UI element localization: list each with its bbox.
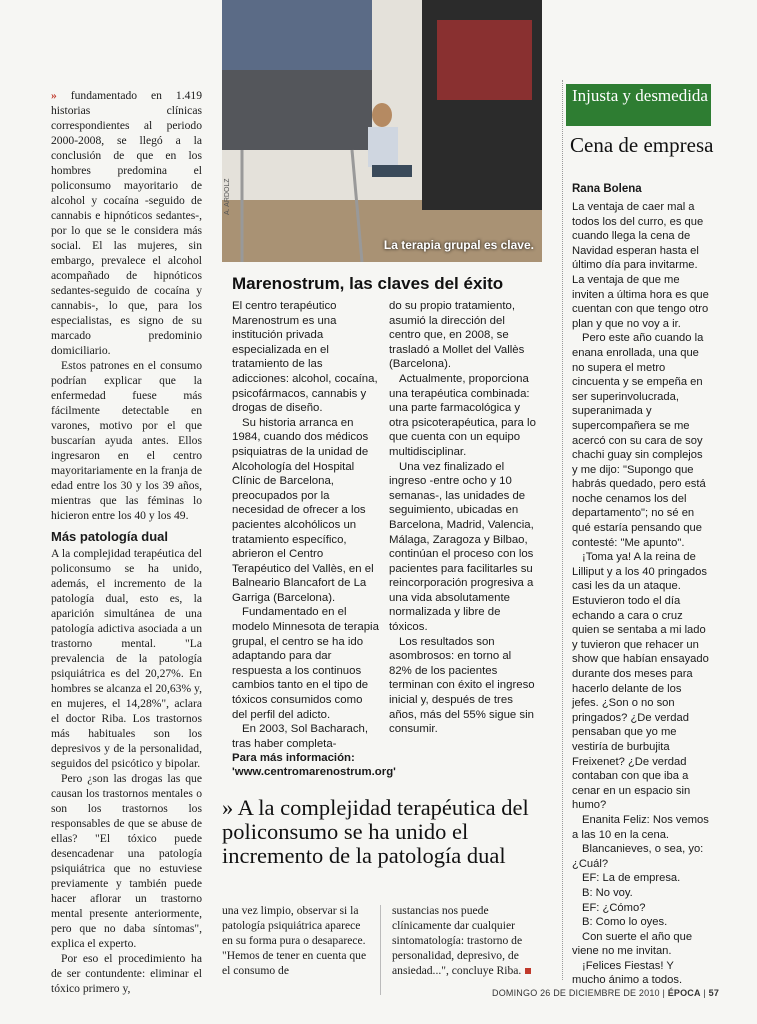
group-therapy-photo <box>222 0 542 262</box>
marenostrum-paragraph: En 2003, Sol Bacharach, tras haber completa- <box>232 723 369 750</box>
more-info <box>232 751 542 779</box>
sidebar-paragraph: La ventaja de caer mal a todos los del curro, es que cuando llega la cena de Navidad esperan hasta el último día para invitarme. La ventaja de que me inviten a última hora es que cuentan con que tengo otro plan y que no voy a ir. <box>572 201 709 330</box>
left-paragraph-1 <box>51 88 202 358</box>
footer-page-number: 57 <box>708 988 720 998</box>
sidebar-author: Rana Bolena <box>572 183 642 195</box>
marenostrum-paragraph: Actualmente, proporciona una terapéutica combinada: una parte farmacológica y otra psicoterapéutica, para lo que cuenta con un equipo multidisciplinar. <box>389 372 536 458</box>
end-mark-icon <box>525 968 531 974</box>
photo-credit: A. ARDOLZ <box>224 178 231 215</box>
marenostrum-title: Marenostrum, las claves del éxito <box>232 274 504 293</box>
marenostrum-column-1 <box>232 299 379 751</box>
lower-column-2 <box>392 903 542 978</box>
marenostrum-column-2 <box>389 299 536 737</box>
marenostrum-paragraph: Una vez finalizado el ingreso -entre ocho y 10 semanas-, las unidades de seguimiento, ubicadas en Barcelona, Madrid, Valencia, Málaga, Zaragoza y Bilbao, continúan el proceso con los pacientes para facilitarles su reincorporación progresiva a una vida absolutamente normalizada y libre de tóxicos. <box>389 460 534 634</box>
marenostrum-paragraph: do su propio tratamiento, asumió la dirección del centro que, en 2008, se trasladó a Mollet del Vallès (Barcelona). <box>389 300 525 371</box>
marenostrum-paragraph: Los resultados son asombrosos: en torno al 82% de los pacientes terminan con éxito el ingreso inicial y, después de tres años, más del 55% sigue sin consumir. <box>389 635 535 736</box>
sidebar-paragraph: Blancanieves, o sea, yo: ¿Cuál? <box>572 843 704 870</box>
page-footer <box>492 988 719 998</box>
sidebar-paragraph: B: Como lo oyes. <box>582 916 668 929</box>
photo-illustration <box>222 0 542 262</box>
sidebar-paragraph: EF: La de empresa. <box>582 872 681 885</box>
left-column <box>51 88 202 996</box>
sidebar-body <box>572 200 710 988</box>
sidebar-paragraph: Pero este año cuando la enana enrollada, una que no supera el metro cincuenta y se empeña en ser superinvolucrada, superanimada y supercompañera se me acercó con su cara de soy chachi guay sin complejos y me dijo: "Supongo que habrás quedado, pero está noche cenamos los del departamento"; no sé en qué estaría pensando que contesté: "Me apunto". <box>572 332 706 549</box>
left-paragraph-1-text: fundamentado en 1.419 historias clínicas correspondientes al periodo 2000-2008, se llegó a la conclusión de que en los hombres predomina el policonsumo mayoritario de alcohol y cocaína -seguido de cannabis e hipnóticos sedantes-, por lo que se le considera más social. El las mujeres, sin embargo, prevalece el alcohol acompañado de hipnóticos sedantes-seguido de cocaína y cannabis-, lo que, para los especialistas, es signo de su marcado predominio domiciliario. <box>51 89 202 357</box>
marenostrum-paragraph: Fundamentado en el modelo Minnesota de terapia grupal, el centro se ha ido adaptando para dar respuesta a los continuos cambios tanto en el tipo de tóxicos consumidos como del perfil del adicto. <box>232 606 379 721</box>
subheading-patologia-dual: Más patología dual <box>51 529 169 544</box>
pull-quote: » A la complejidad terapéutica del policonsumo se ha unido el incremento de la patología dual <box>222 795 529 868</box>
left-paragraph-5: Por eso el procedimiento ha de ser contundente: eliminar el tóxico primero y, <box>51 952 202 995</box>
sidebar-paragraph: Enanita Feliz: Nos vemos a las 10 en la cena. <box>572 813 709 841</box>
lower-column-1: una vez limpio, observar si la patología psiquiátrica aparece en su forma pura o desaparece. "Hemos de tener en cuenta que el consumo de <box>222 904 367 977</box>
more-info-label: Para más información: <box>232 752 355 764</box>
footer-separator: | <box>703 988 709 998</box>
column-divider <box>380 905 381 995</box>
sidebar-paragraph: B: No voy. <box>582 886 633 899</box>
more-info-url[interactable]: 'www.centromarenostrum.org' <box>232 766 396 778</box>
lower-column-2-text: sustancias nos puede clínicamente dar cualquier sintomatología: trastorno de personalidad, depresivo, de ansiedad...", concluye Riba. <box>392 904 523 977</box>
quote-marker: » <box>51 89 57 102</box>
sidebar-paragraph: Con suerte el año que viene no me invitan. <box>572 930 693 958</box>
sidebar-paragraph: ¡Felices Fiestas! Y mucho ánimo a todos. <box>572 959 683 987</box>
left-paragraph-4: Pero ¿son las drogas las que causan los trastornos mentales o son los trastornos los responsables de que se abuse de ellas? "El tóxico puede desencadenar una patología psiquiátrica que no estuviese previamente y también puede hacer aflorar un trastorno mental presente anteriormente, pero que no daba síntomas", explica el experto. <box>51 772 202 950</box>
footer-separator: | <box>662 988 668 998</box>
left-paragraph-3: A la complejidad terapéutica del policonsumo se ha unido, además, el incremento de la patología dual, esto es, la aparición simultánea de una patología adictiva asociada a un trastorno mental. "La prevalencia de la patología psiquiátrica es del 20,27%. En hombres se alcanza el 20,63% y, en mujeres, el 14,28%", aclara el doctor Riba. Los trastornos más habituales son los depresivos y de la personalidad, seguidos del psicótico y bipolar. <box>51 547 202 770</box>
photo-caption: La terapia grupal es clave. <box>383 238 534 252</box>
marenostrum-paragraph: Su historia arranca en 1984, cuando dos médicos psiquiatras de la unidad de Alcohología del Hospital Clínic de Barcelona, preocupados por la necesidad de ofrecer a los pacientes alcohólicos un tratamiento específico, abrieron el Centro Terapéutico del Vallès, en el Balneario Blancafort de La Garriga (Barcelona). <box>232 416 374 604</box>
sidebar-title: Cena de empresa <box>570 133 714 157</box>
sidebar-section-banner: Injusta y desmedida <box>566 84 711 126</box>
footer-date: DOMINGO 26 DE DICIEMBRE DE 2010 <box>492 988 660 998</box>
sidebar-paragraph: EF: ¿Cómo? <box>582 901 646 914</box>
marenostrum-paragraph: El centro terapéutico Marenostrum es una institución privada especializada en el tratamiento de las adicciones: alcohol, cocaína, psicofármacos, cannabis y drogas de diseño. <box>232 300 378 415</box>
left-paragraph-2: Estos patrones en el consumo podrían explicar que la enfermedad fuese más fácilmente detectable en varones, motivo por el que buscarían ayuda antes. Ellos ingresaron en el centro mayoritariamente en la franja de edad entre los 30 y los 39 años, mientras que las féminas lo hicieron entre los 40 y los 49. <box>51 359 202 522</box>
footer-magazine: ÉPOCA <box>667 988 701 998</box>
sidebar-paragraph: ¡Toma ya! A la reina de Lilliput y a los 40 pringados casi les da un ataque. Estuvieron todo el día echando a cara o cruz quien se sentaba a mi lado y tuvieron que rehacer un show que habían ensayado durante dos meses para hacerlo delante de los jefes. ¿Son o no son pringados? ¿De verdad pensaban que yo me vestiría de burbujita Freixenet? ¿De verdad contaban con que iba a cenar en un espacio sin humo? <box>572 551 709 812</box>
